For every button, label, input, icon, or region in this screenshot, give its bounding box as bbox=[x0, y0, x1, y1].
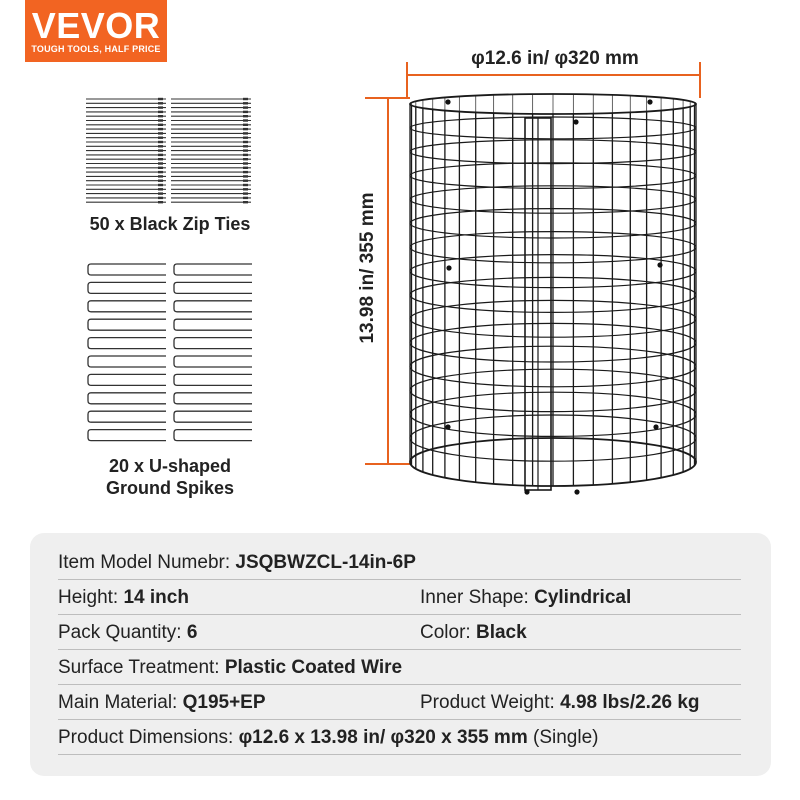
zip-tie-head bbox=[158, 167, 163, 169]
zip-tie-head bbox=[243, 106, 248, 108]
zip-tie-head bbox=[158, 149, 163, 151]
zip-tie-head bbox=[158, 197, 163, 199]
zip-tie-head bbox=[243, 197, 248, 199]
ground-spike bbox=[174, 411, 252, 422]
zip-tie-head bbox=[158, 201, 163, 203]
ground-spike bbox=[174, 338, 252, 349]
spec-weight-label: Product Weight: bbox=[420, 692, 561, 713]
spec-surface-label: Surface Treatment: bbox=[58, 657, 225, 678]
zip-tie-head bbox=[158, 180, 163, 182]
zip-tie-head bbox=[158, 175, 163, 177]
zip-tie-head bbox=[158, 102, 163, 104]
spec-material-label: Main Material: bbox=[58, 692, 183, 713]
zip-tie-head bbox=[158, 162, 163, 164]
cage-clip bbox=[445, 424, 450, 429]
cage-clip bbox=[446, 265, 451, 270]
ground-spikes-caption bbox=[40, 455, 300, 499]
cage-clip bbox=[524, 489, 529, 494]
ground-spike bbox=[88, 338, 166, 349]
ground-spike bbox=[174, 356, 252, 367]
spec-material-value: Q195+EP bbox=[182, 692, 266, 713]
ground-spike bbox=[174, 319, 252, 330]
spec-model-value: JSQBWZCL-14in-6P bbox=[235, 552, 416, 573]
zip-tie-head bbox=[158, 184, 163, 186]
zip-tie-head bbox=[158, 128, 163, 130]
cage-clip bbox=[573, 119, 578, 124]
zip-tie-head bbox=[243, 102, 248, 104]
spec-row-height-shape bbox=[58, 580, 741, 615]
ground-spike bbox=[174, 301, 252, 312]
zip-tie-head bbox=[243, 162, 248, 164]
ground-spike bbox=[88, 264, 166, 275]
ground-spike bbox=[88, 319, 166, 330]
spec-height-label: Height: bbox=[58, 587, 124, 608]
spec-surface-value: Plastic Coated Wire bbox=[224, 657, 403, 678]
zip-tie-head bbox=[243, 167, 248, 169]
spec-height-value: 14 inch bbox=[123, 587, 189, 608]
cage-clip bbox=[653, 424, 658, 429]
zip-tie-head bbox=[243, 184, 248, 186]
zip-tie-head bbox=[243, 171, 248, 173]
ground-spike bbox=[88, 374, 166, 385]
zip-tie-head bbox=[158, 137, 163, 139]
ground-spike bbox=[88, 393, 166, 404]
logo-tagline: TOUGH TOOLS, HALF PRICE bbox=[31, 44, 161, 54]
spec-row-surface bbox=[58, 650, 741, 685]
spec-table bbox=[30, 533, 771, 776]
zip-tie-head bbox=[158, 115, 163, 117]
ground-spikes-image bbox=[86, 262, 254, 450]
zip-tie-head bbox=[243, 111, 248, 113]
cage-clip bbox=[657, 262, 662, 267]
zip-ties-image bbox=[86, 96, 254, 208]
zip-tie-head bbox=[243, 128, 248, 130]
zip-tie-head bbox=[158, 106, 163, 108]
ground-spike bbox=[88, 411, 166, 422]
ground-spike bbox=[88, 356, 166, 367]
zip-tie-head bbox=[158, 132, 163, 134]
cage-clip bbox=[647, 99, 652, 104]
zip-tie-head bbox=[243, 115, 248, 117]
zip-tie-head bbox=[243, 201, 248, 203]
ground-spike bbox=[88, 282, 166, 293]
zip-tie-head bbox=[243, 141, 248, 143]
zip-tie-head bbox=[158, 145, 163, 147]
zip-tie-head bbox=[158, 154, 163, 156]
zip-tie-head bbox=[243, 188, 248, 190]
zip-tie-head bbox=[158, 119, 163, 121]
zip-tie-head bbox=[158, 111, 163, 113]
zip-tie-head bbox=[158, 171, 163, 173]
height-dimension-text: 13.98 in/ 355 mm bbox=[357, 192, 378, 344]
ground-spike bbox=[174, 282, 252, 293]
spec-dimensions-label: Product Dimensions: bbox=[58, 727, 239, 748]
spec-row-dimensions bbox=[58, 720, 741, 755]
zip-tie-head bbox=[158, 98, 163, 100]
ground-spike bbox=[88, 430, 166, 441]
spec-color-value: Black bbox=[475, 622, 527, 643]
spec-color-label: Color: bbox=[420, 622, 476, 643]
spec-row-model bbox=[58, 545, 741, 580]
spec-inner-shape-label: Inner Shape: bbox=[420, 587, 535, 608]
spec-pack-label: Pack Quantity: bbox=[58, 622, 187, 643]
spec-pack-value: 6 bbox=[186, 622, 198, 643]
zip-tie-head bbox=[243, 119, 248, 121]
zip-tie-head bbox=[158, 188, 163, 190]
zip-tie-head bbox=[243, 149, 248, 151]
width-dimension-label: φ12.6 in/ φ320 mm bbox=[471, 48, 639, 69]
zip-tie-head bbox=[158, 141, 163, 143]
ground-spikes-caption-line2: Ground Spikes bbox=[105, 478, 235, 498]
zip-tie-head bbox=[158, 158, 163, 160]
zip-ties-caption: 50 x Black Zip Ties bbox=[89, 214, 251, 234]
zip-tie-head bbox=[158, 192, 163, 194]
zip-tie-head bbox=[243, 98, 248, 100]
zip-tie-head bbox=[158, 124, 163, 126]
ground-spike bbox=[174, 264, 252, 275]
spec-model-label: Item Model Numebr: bbox=[58, 552, 236, 573]
ground-spike bbox=[174, 374, 252, 385]
ground-spike bbox=[174, 393, 252, 404]
spec-dimensions-value: φ12.6 x 13.98 in/ φ320 x 355 mm bbox=[238, 727, 528, 748]
zip-tie-head bbox=[243, 158, 248, 160]
logo-brand: VEVOR bbox=[31, 5, 161, 46]
spec-weight-value: 4.98 lbs/2.26 kg bbox=[560, 692, 700, 713]
vevor-logo bbox=[25, 0, 167, 62]
spec-inner-shape-value: Cylindrical bbox=[534, 587, 632, 608]
cage-clip bbox=[574, 489, 579, 494]
zip-tie-head bbox=[243, 192, 248, 194]
spec-row-pack-color bbox=[58, 615, 741, 650]
zip-tie-head bbox=[243, 175, 248, 177]
wire-cage-image bbox=[360, 50, 720, 510]
spec-dimensions-suffix: (Single) bbox=[527, 727, 599, 748]
zip-tie-head bbox=[243, 132, 248, 134]
zip-tie-head bbox=[243, 124, 248, 126]
zip-tie-head bbox=[243, 180, 248, 182]
ground-spike bbox=[88, 301, 166, 312]
zip-tie-head bbox=[243, 137, 248, 139]
zip-tie-head bbox=[243, 145, 248, 147]
cage-clip bbox=[445, 99, 450, 104]
zip-tie-head bbox=[243, 154, 248, 156]
ground-spike bbox=[174, 430, 252, 441]
spec-row-material-weight bbox=[58, 685, 741, 720]
ground-spikes-caption-line1: 20 x U-shaped bbox=[108, 456, 232, 476]
